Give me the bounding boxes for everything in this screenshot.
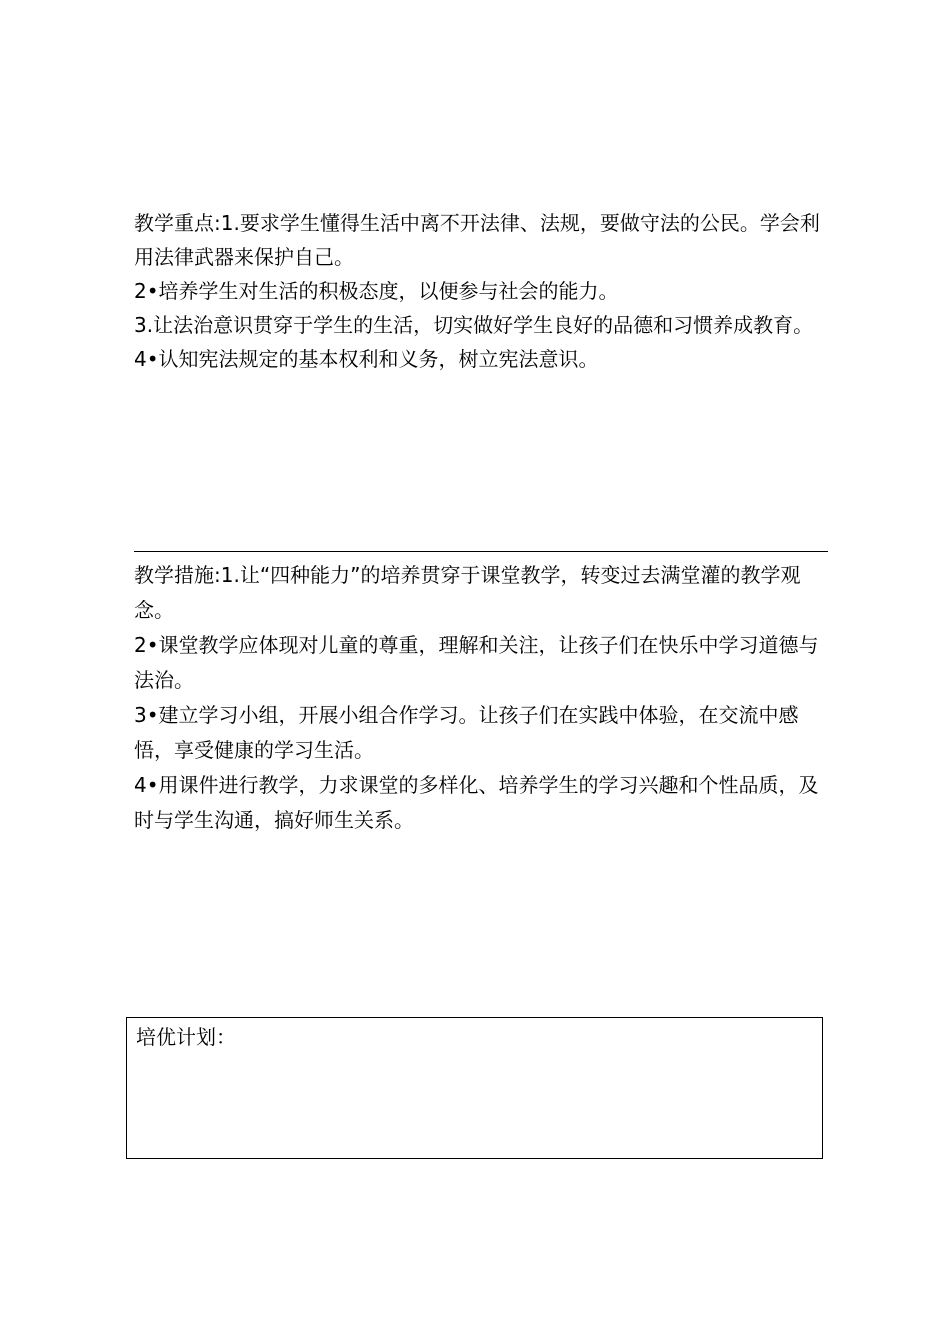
measures-item-4: 4•用课件进行教学，力求课堂的多样化、培养学生的学习兴趣和个性品质，及时与学生沟通，搞好师生关系。 — [134, 773, 819, 832]
advanced-plan-title: 培优计划： — [136, 1025, 236, 1049]
measures-item-3: 3•建立学习小组，开展小组合作学习。让孩子们在实践中体验，在交流中感悟，享受健康的学习生活。 — [134, 703, 799, 762]
section-divider — [134, 551, 828, 552]
focus-item-4: 4•认知宪法规定的基本权利和义务，树立宪法意识。 — [134, 347, 599, 371]
focus-item-1: 教学重点:1.要求学生懂得生活中离不开法律、法规，要做守法的公民。学会利用法律武器来保护自己。 — [134, 211, 820, 269]
focus-item-2: 2•培养学生对生活的积极态度，以便参与社会的能力。 — [134, 279, 619, 303]
measures-item-2: 2•课堂教学应体现对儿童的尊重，理解和关注，让孩子们在快乐中学习道德与法治。 — [134, 633, 819, 692]
teaching-focus-section — [134, 206, 834, 376]
teaching-measures-section — [134, 558, 834, 838]
advanced-plan-box — [126, 1017, 823, 1159]
measures-item-1: 教学措施:1.让“四种能力”的培养贯穿于课堂教学，转变过去满堂灌的教学观念。 — [134, 563, 801, 622]
focus-item-3: 3.让法治意识贯穿于学生的生活，切实做好学生良好的品德和习惯养成教育。 — [134, 313, 814, 337]
